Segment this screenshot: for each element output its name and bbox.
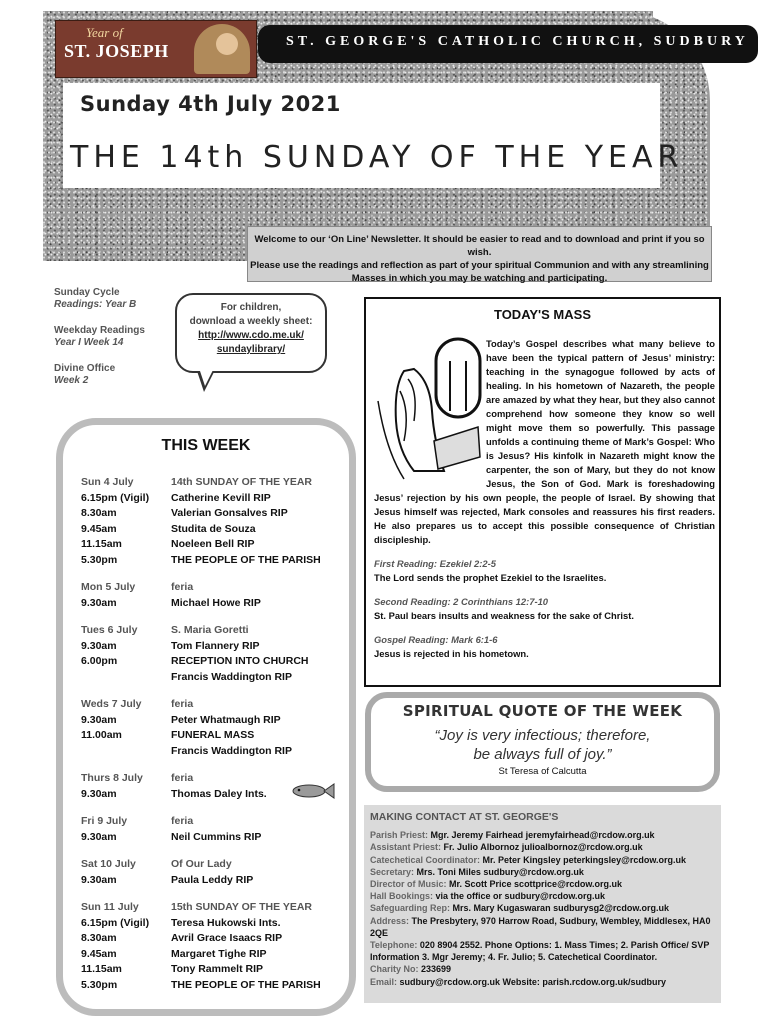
contact-assistant-priest: Assistant Priest: Fr. Julio Albornoz julioalbornoz@rcdow.org.uk: [370, 842, 643, 853]
weekday-readings-value: Year I Week 14: [54, 337, 124, 348]
schedule-row: [81, 931, 351, 947]
schedule-intention: Margaret Tighe RIP: [171, 947, 267, 960]
welcome-line-3: Masses in which you may be watching and participating.: [351, 273, 608, 284]
year-of-st-joseph-logo: [55, 20, 257, 78]
contact-panel: [364, 805, 721, 1003]
quote-title: SPIRITUAL QUOTE OF THE WEEK: [402, 702, 683, 720]
contact-catechetical: Catechetical Coordinator: Mr. Peter Kingsley peterkingsley@rcdow.org.uk: [370, 854, 687, 865]
children-line-2: download a weekly sheet:: [189, 316, 313, 327]
schedule-time: 8.30am: [81, 507, 117, 519]
schedule-row: [81, 537, 351, 553]
schedule-intention: Tony Rammelt RIP: [171, 963, 263, 975]
schedule-day-group: [81, 623, 351, 685]
schedule-time: 9.30am: [81, 713, 117, 726]
schedule-intention: Neil Cummins RIP: [171, 830, 262, 843]
schedule-feast: Of Our Lady: [171, 858, 232, 870]
first-reading-label: First Reading: Ezekiel 2:2-5: [374, 558, 496, 569]
schedule-intention: Teresa Hukowski Ints.: [171, 916, 281, 929]
second-reading-text: St. Paul bears insults and weakness for the sake of Christ.: [374, 610, 634, 621]
schedule-intention: THE PEOPLE OF THE PARISH: [171, 553, 321, 566]
spiritual-quote-panel: [365, 692, 720, 792]
contact-title: MAKING CONTACT AT ST. GEORGE'S: [370, 811, 559, 823]
schedule-intention: Peter Whatmaugh RIP: [171, 713, 281, 726]
schedule-day: Sat 10 July: [81, 858, 136, 870]
gospel-reading: [374, 633, 715, 661]
this-week-panel: [56, 418, 356, 1016]
schedule-day: Weds 7 July: [81, 698, 142, 710]
schedule-row: [81, 697, 351, 713]
schedule-row: [81, 814, 351, 830]
schedule-row: [81, 873, 351, 889]
schedule-time: [81, 744, 171, 760]
schedule-intention: Michael Howe RIP: [171, 596, 261, 609]
schedule-row: [81, 475, 351, 491]
schedule-feast: feria: [171, 581, 194, 593]
welcome-line-1: Welcome to our ‘On Line’ Newsletter. It should be easier to read and to download and print if you so wish.: [254, 234, 705, 258]
schedule-row: [81, 596, 351, 612]
schedule-day: Fri 9 July: [81, 815, 128, 827]
child-figure-icon: [216, 33, 238, 55]
schedule-day-group: [81, 475, 351, 568]
schedule-time: 9.30am: [81, 830, 117, 843]
schedule-time: 6.15pm (Vigil): [81, 491, 150, 504]
gospel-reading-label: Gospel Reading: Mark 6:1-6: [374, 634, 498, 645]
divine-office-value: Week 2: [54, 375, 89, 386]
schedule-intention: Valerian Gonsalves RIP: [171, 507, 288, 519]
speech-bubble-tail-inner: [199, 368, 214, 386]
contact-address: Address: The Presbytery, 970 Harrow Road, Sudbury, Wembley, Middlesex, HA0 2QE: [370, 915, 711, 938]
schedule-feast: feria: [171, 772, 194, 784]
children-sheet-bubble: [175, 293, 327, 373]
contact-parish-priest: Parish Priest: Mgr. Jeremy Fairhead jeremyfairhead@rcdow.org.uk: [370, 830, 655, 841]
logo-year: Year of: [86, 25, 123, 40]
schedule-feast: feria: [171, 815, 194, 827]
schedule-feast: feria: [171, 698, 194, 710]
weekday-readings-label: Weekday Readings: [54, 325, 145, 336]
schedule-day-group: [81, 900, 351, 993]
schedule-row: [81, 830, 351, 846]
schedule-intention: Noeleen Bell RIP: [171, 538, 255, 550]
schedule-time: 9.30am: [81, 787, 117, 800]
schedule-row: [81, 522, 351, 538]
schedule-row: [81, 728, 351, 744]
schedule-row: [81, 857, 351, 873]
schedule-row: [81, 506, 351, 522]
mass-schedule: [81, 475, 351, 1005]
schedule-day: Thurs 8 July: [81, 772, 143, 784]
children-link[interactable]: http://www.cdo.me.uk/: [198, 330, 304, 341]
schedule-intention: Tom Flannery RIP: [171, 639, 260, 652]
schedule-time: 6.00pm: [81, 655, 118, 667]
schedule-day-group: [81, 697, 351, 759]
schedule-time: 11.15am: [81, 963, 122, 975]
schedule-day-group: [81, 814, 351, 845]
second-reading-label: Second Reading: 2 Corinthians 12:7-10: [374, 596, 548, 607]
schedule-row: [81, 670, 351, 686]
schedule-time: 11.15am: [81, 538, 122, 550]
schedule-row: [81, 900, 351, 916]
schedule-time: 5.30pm: [81, 553, 118, 566]
divine-office-label: Divine Office: [54, 363, 116, 374]
schedule-day-group: [81, 857, 351, 888]
schedule-feast: 14th SUNDAY OF THE YEAR: [171, 476, 313, 488]
welcome-line-2: Please use the readings and reflection as part of your spiritual Communion and with any streamlining: [250, 260, 709, 271]
schedule-row: [81, 623, 351, 639]
schedule-time: 9.30am: [81, 639, 117, 652]
schedule-row: [81, 916, 351, 932]
schedule-row: [81, 654, 351, 670]
schedule-row: [81, 947, 351, 963]
schedule-row: [81, 962, 351, 978]
page-title: THE 14th SUNDAY OF THE YEAR: [70, 140, 684, 175]
logo-name: ST. JOSEPH: [64, 41, 169, 61]
schedule-day: Mon 5 July: [81, 581, 136, 593]
schedule-time: 9.45am: [81, 947, 117, 960]
first-reading: [374, 557, 715, 585]
first-reading-text: The Lord sends the prophet Ezekiel to the Israelites.: [374, 572, 607, 583]
schedule-intention: THE PEOPLE OF THE PARISH: [171, 978, 321, 991]
quote-text-line-2: be always full of joy.”: [473, 746, 612, 763]
contact-secretary: Secretary: Mrs. Toni Miles sudbury@rcdow.org.uk: [370, 866, 584, 877]
sunday-cycle-value: Readings: Year B: [54, 299, 137, 310]
schedule-day: Sun 4 July: [81, 476, 134, 488]
readings-cycle: [54, 287, 145, 387]
schedule-intention: FUNERAL MASS: [171, 729, 255, 741]
mass-reflection: [374, 337, 715, 661]
quote-text-line-1: “Joy is very infectious; therefore,: [434, 727, 651, 744]
schedule-time: [81, 670, 171, 686]
schedule-time: 9.30am: [81, 873, 117, 886]
schedule-intention: Catherine Kevill RIP: [171, 491, 271, 504]
schedule-row: [81, 713, 351, 729]
schedule-time: 5.30pm: [81, 978, 118, 991]
contact-hall-bookings: Hall Bookings: via the office or sudbury@rcdow.org.uk: [370, 891, 605, 902]
schedule-intention: Francis Waddington RIP: [171, 670, 292, 683]
schedule-day-group: [81, 580, 351, 611]
schedule-row: [81, 639, 351, 655]
schedule-intention: Thomas Daley Ints.: [171, 787, 267, 800]
schedule-row: [81, 580, 351, 596]
parish-title: ST. GEORGE'S CATHOLIC CHURCH, SUDBURY: [286, 34, 749, 49]
schedule-row: [81, 978, 351, 994]
schedule-row: [81, 491, 351, 507]
schedule-intention: Studita de Souza: [171, 522, 256, 535]
schedule-intention: RECEPTION INTO CHURCH: [171, 655, 309, 667]
children-line-1: For children,: [220, 302, 282, 313]
quote-author: St Teresa of Calcutta: [498, 766, 587, 777]
second-reading: [374, 595, 715, 623]
gospel-reading-text: Jesus is rejected in his hometown.: [374, 648, 529, 659]
sunday-cycle-label: Sunday Cycle: [54, 287, 120, 298]
schedule-time: 9.30am: [81, 596, 117, 609]
schedule-intention: Paula Leddy RIP: [171, 873, 254, 886]
schedule-time: 9.45am: [81, 522, 117, 535]
children-link-cont[interactable]: sundaylibrary/: [216, 344, 286, 355]
schedule-time: 6.15pm (Vigil): [81, 916, 150, 929]
schedule-feast: S. Maria Goretti: [171, 624, 249, 636]
contact-director-music: Director of Music: Mr. Scott Price scottprice@rcdow.org.uk: [370, 879, 623, 890]
schedule-day: Tues 6 July: [81, 624, 138, 636]
schedule-day: Sun 11 July: [81, 901, 139, 913]
schedule-feast: 15th SUNDAY OF THE YEAR: [171, 901, 313, 913]
schedule-time: 11.00am: [81, 729, 122, 741]
contact-safeguarding: Safeguarding Rep: Mrs. Mary Kugaswaran sudburysg2@rcdow.org.uk: [370, 903, 670, 914]
welcome-notice: [247, 226, 712, 282]
mass-reflection-text: Today’s Gospel describes what many believe to have been the typical pattern of Jesus’ ministry: teaching in the synagogue followed by acts of healing. In his hometown of Nazareth, the people are amazed by what they hear, but they also cannot comprehend how someone they know so well might move them so powerfully. This passage unfolds a continuing theme of Mark’s Gospel: Who is Jesus? His kinfolk in Nazareth might know the carpenter, the son of Mary, but they do not know Jesus, the Son of God. Mark is foreshadowing Jesus’ rejection by his own people, the people of Israel. By showing that Jesus himself was rejected, Mark consoles and reassures his first readers. He also prepares us to accept this possible consequence of Christian discipleship.: [374, 338, 715, 545]
parish-title-bar: [258, 25, 758, 63]
schedule-intention: Avril Grace Isaacs RIP: [171, 932, 283, 944]
contact-charity: Charity No: 233699: [370, 964, 452, 975]
schedule-row: [81, 553, 351, 569]
contact-email[interactable]: Email: sudbury@rcdow.org.uk Website: parish.rcdow.org.uk/sudbury: [370, 976, 667, 987]
contact-telephone: Telephone: 020 8904 2552. Phone Options: 1. Mass Times; 2. Parish Office/ SVP Information 3. Mgr Jeremy; 4. Fr. Julio; 5. Catechetical Coordinator.: [370, 940, 710, 963]
this-week-title: THIS WEEK: [161, 437, 251, 454]
todays-mass-title: TODAY'S MASS: [493, 307, 591, 322]
newsletter-date: Sunday 4th July 2021: [80, 92, 341, 116]
todays-mass-panel: [364, 297, 721, 687]
schedule-row: [81, 744, 351, 760]
schedule-intention: Francis Waddington RIP: [171, 744, 292, 757]
fish-icon: [289, 782, 335, 800]
schedule-time: 8.30am: [81, 932, 117, 944]
